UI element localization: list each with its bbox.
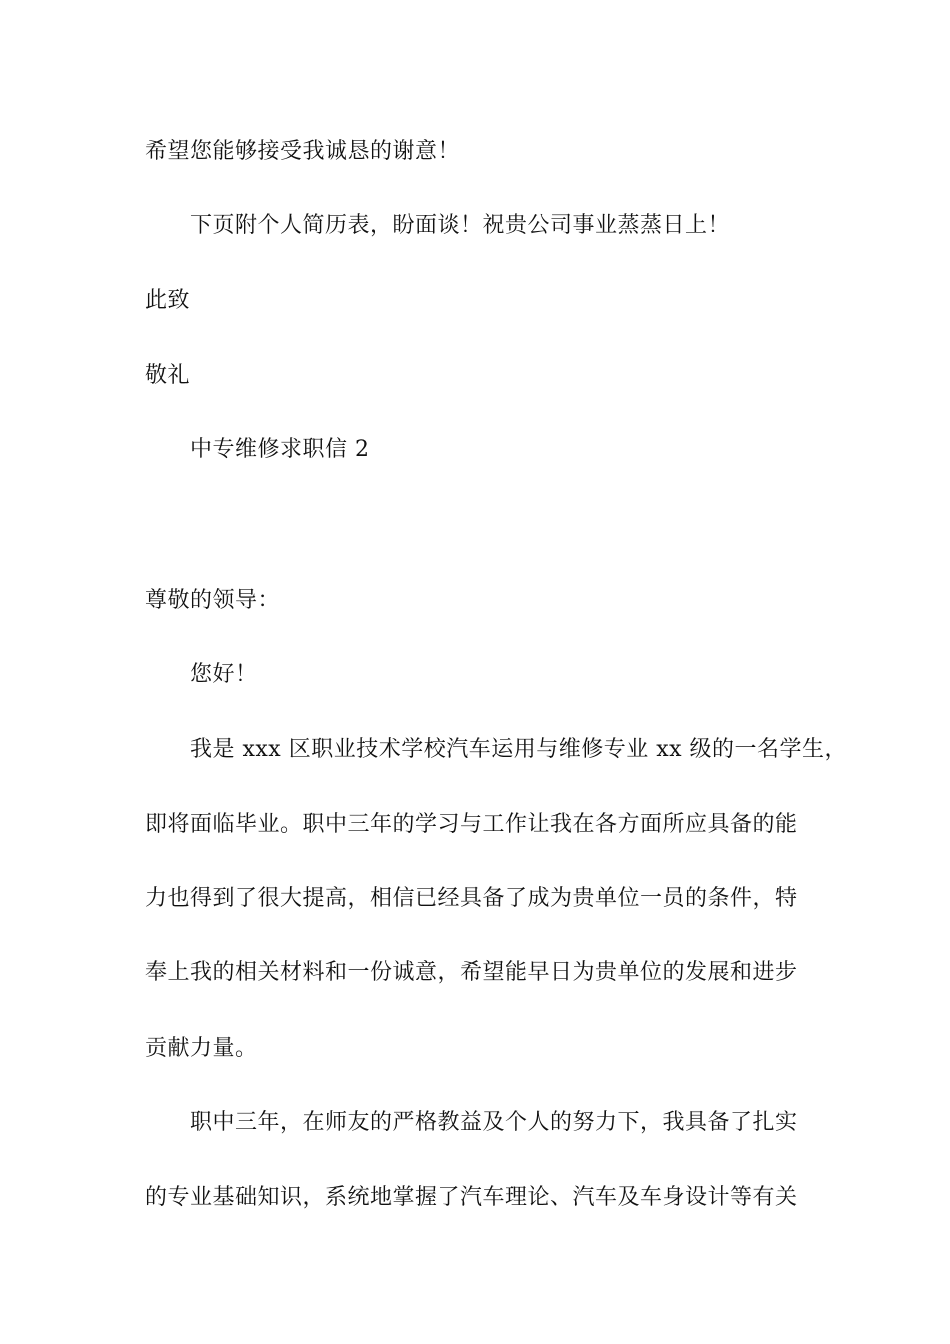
greeting-hello: 您好！ xyxy=(190,662,258,687)
body-paragraph-line: 的专业基础知识，系统地掌握了汽车理论、汽车及车身设计等有关 xyxy=(145,1185,798,1210)
closing-thanks-line: 希望您能够接受我诚恳的谢意！ xyxy=(145,139,461,164)
section-title: 中专维修求职信 2 xyxy=(190,437,370,462)
body-paragraph-line: 职中三年，在师友的严格教益及个人的努力下，我具备了扎实 xyxy=(190,1110,798,1135)
body-paragraph-line: 奉上我的相关材料和一份诚意，希望能早日为贵单位的发展和进步 xyxy=(145,960,798,985)
body-paragraph-line: 即将面临毕业。职中三年的学习与工作让我在各方面所应具备的能 xyxy=(145,812,798,837)
salutation-jingli: 敬礼 xyxy=(145,363,191,388)
resume-attached-line: 下页附个人简历表，盼面谈！祝贵公司事业蒸蒸日上！ xyxy=(190,213,731,238)
body-paragraph-line: 贡献力量。 xyxy=(145,1036,258,1061)
body-paragraph-line: 力也得到了很大提高，相信已经具备了成为贵单位一员的条件，特 xyxy=(145,886,798,911)
body-paragraph-line: 我是 xxx 区职业技术学校汽车运用与维修专业 xx 级的一名学生， xyxy=(190,737,848,762)
salutation-cizhi: 此致 xyxy=(145,288,191,313)
greeting-recipient: 尊敬的领导： xyxy=(145,588,281,613)
